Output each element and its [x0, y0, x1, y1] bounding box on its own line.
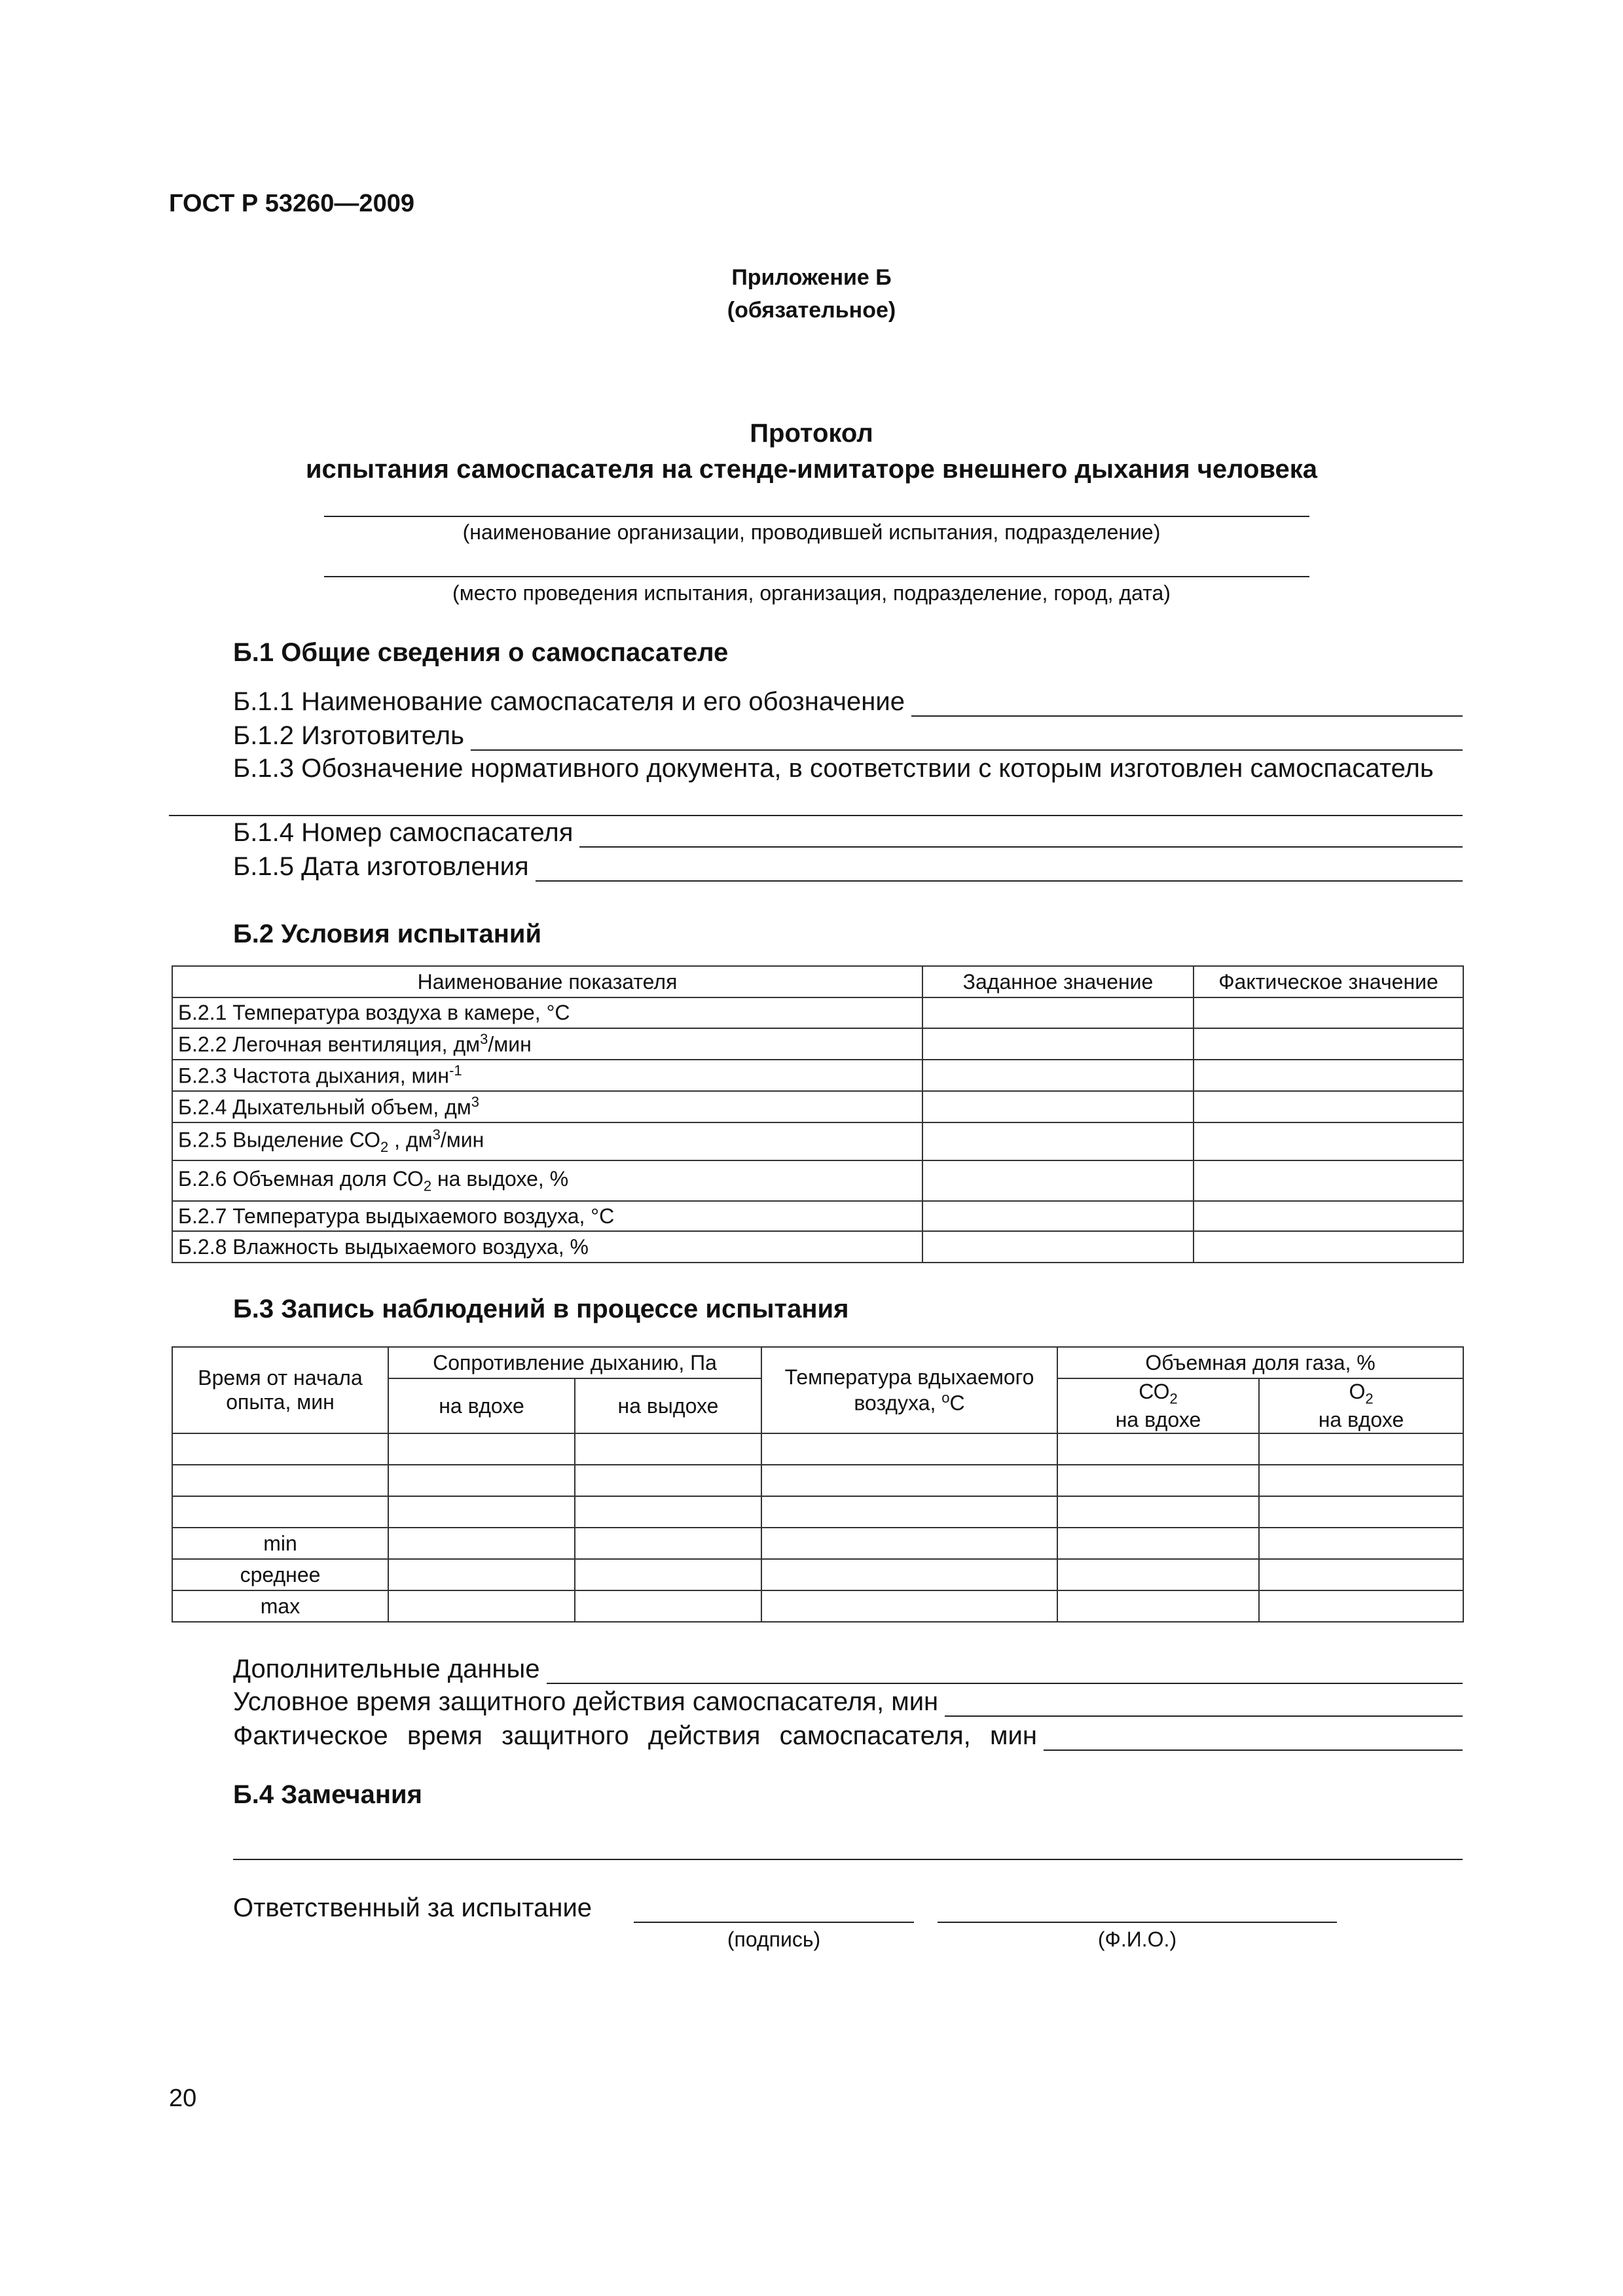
- table-cell: [922, 1160, 1194, 1201]
- field-serial-label: Б.1.4 Номер самоспасателя: [233, 818, 574, 847]
- normative-doc-blank: [169, 815, 1463, 816]
- fio-caption: (Ф.И.О.): [1097, 1928, 1177, 1951]
- fio-line: [938, 1922, 1337, 1923]
- section-b2-heading: Б.2 Условия испытаний: [233, 920, 542, 948]
- field-date-blank: [536, 855, 1463, 882]
- row-label: Б.2.7 Температура выдыхаемого воздуха, °С: [172, 1201, 922, 1231]
- field-name-blank: [911, 691, 1463, 717]
- row-label-mean: среднее: [172, 1559, 388, 1590]
- table-row: [172, 1231, 1463, 1263]
- field-conditional-time-blank: [945, 1691, 1463, 1717]
- field-additional-data: [233, 1655, 1463, 1684]
- table-cell: [1194, 1122, 1463, 1160]
- field-actual-time-label: Фактическое время защитного действия самоспасателя, мин: [233, 1721, 1037, 1750]
- field-actual-time: [233, 1721, 1463, 1751]
- col-header-resistance: Сопротивление дыханию, Па: [388, 1347, 761, 1378]
- observations-table: [172, 1346, 1464, 1623]
- section-b3-heading: Б.3 Запись наблюдений в процессе испытания: [233, 1295, 849, 1323]
- col-header-exhale: на выдохе: [575, 1378, 761, 1433]
- col-header-temperature: Температура вдыхаемого воздуха, $^о$С: [761, 1347, 1057, 1433]
- org-caption: (наименование организации, проводившей испытания, подразделение): [462, 520, 1161, 544]
- section-b1-heading: Б.1 Общие сведения о самоспасателе: [233, 638, 729, 667]
- col-header-co2: $СО_2$ на вдохе: [1057, 1378, 1259, 1433]
- table-row: [172, 1528, 1463, 1559]
- table-row: [172, 1160, 1463, 1201]
- field-additional-data-blank: [547, 1658, 1463, 1684]
- responsible-label: Ответственный за испытание: [233, 1893, 593, 1922]
- test-conditions-table: [172, 965, 1464, 1263]
- table-row: [172, 1590, 1463, 1622]
- signature-line: [634, 1922, 914, 1923]
- page-number: 20: [169, 2085, 197, 2112]
- section-b4-heading: Б.4 Замечания: [233, 1780, 422, 1809]
- table-cell: [922, 1231, 1194, 1263]
- standard-number: ГОСТ Р 53260—2009: [169, 190, 414, 217]
- table-row: [172, 1559, 1463, 1590]
- field-conditional-time-label: Условное время защитного действия самоспасателя, мин: [233, 1687, 939, 1716]
- table-row: [172, 1201, 1463, 1231]
- table-row: [172, 1496, 1463, 1528]
- org-line: [324, 516, 1309, 517]
- field-normative-doc-label: Б.1.3 Обозначение нормативного документа, в соответствии с которым изготовлен самоспасатель: [233, 754, 1434, 783]
- field-date-label: Б.1.5 Дата изготовления: [233, 852, 529, 881]
- table-cell: [922, 1122, 1194, 1160]
- field-manufacturer-blank: [471, 725, 1463, 751]
- col-header-o2: $О_2$ на вдохе: [1259, 1378, 1463, 1433]
- signature-caption: (подпись): [727, 1928, 821, 1951]
- row-label: Б.2.6 Объемная доля $СО_2$ на выдохе, %: [172, 1160, 922, 1201]
- col-header-inhale: на вдохе: [388, 1378, 575, 1433]
- field-serial-blank: [579, 821, 1463, 848]
- table-cell: [922, 1060, 1194, 1091]
- table-header-row: [172, 1347, 1463, 1378]
- row-label: Б.2.8 Влажность выдыхаемого воздуха, %: [172, 1231, 922, 1263]
- table-cell: [922, 1201, 1194, 1231]
- col-header-time: Время от начала опыта, мин: [172, 1347, 388, 1433]
- row-label: Б.2.2 Легочная вентиляция, $дм^3$/мин: [172, 1028, 922, 1060]
- table-cell: [1194, 1028, 1463, 1060]
- row-label: Б.2.5 Выделение $СО_2$ , $дм^3$/мин: [172, 1122, 922, 1160]
- col-header-indicator: Наименование показателя: [172, 966, 922, 997]
- row-label: Б.2.4 Дыхательный объем, $дм^3$: [172, 1091, 922, 1122]
- field-actual-time-blank: [1044, 1725, 1463, 1751]
- appendix-title: Приложение Б: [731, 265, 892, 290]
- row-label: Б.2.3 Частота дыхания, мин$^{-1}$: [172, 1060, 922, 1091]
- table-row: [172, 1433, 1463, 1465]
- field-normative-doc: [233, 754, 1463, 783]
- col-header-actual-value: Фактическое значение: [1194, 966, 1463, 997]
- table-cell: [1194, 1201, 1463, 1231]
- col-header-gas-fraction: Объемная доля газа, %: [1057, 1347, 1463, 1378]
- row-label: Б.2.1 Температура воздуха в камере, °С: [172, 997, 922, 1028]
- field-name-label: Б.1.1 Наименование самоспасателя и его обозначение: [233, 687, 905, 716]
- field-serial: [233, 818, 1463, 848]
- field-additional-data-label: Дополнительные данные: [233, 1655, 540, 1683]
- remarks-blank: [233, 1859, 1463, 1860]
- table-cell: [922, 1091, 1194, 1122]
- table-row: [172, 1465, 1463, 1496]
- table-cell: [1194, 1160, 1463, 1201]
- table-cell: [922, 997, 1194, 1028]
- field-name: [233, 687, 1463, 717]
- table-row: [172, 1091, 1463, 1122]
- table-row: [172, 997, 1463, 1028]
- table-cell: [1194, 1091, 1463, 1122]
- table-row: [172, 1060, 1463, 1091]
- table-cell: [1194, 1231, 1463, 1263]
- field-date: [233, 852, 1463, 882]
- table-cell: [922, 1028, 1194, 1060]
- row-label-min: min: [172, 1528, 388, 1559]
- place-line: [324, 576, 1309, 577]
- table-row: [172, 1122, 1463, 1160]
- table-row: [172, 1028, 1463, 1060]
- place-caption: (место проведения испытания, организация, подразделение, город, дата): [452, 581, 1171, 605]
- row-label-max: max: [172, 1590, 388, 1622]
- field-manufacturer-label: Б.1.2 Изготовитель: [233, 721, 464, 750]
- table-cell: [1194, 997, 1463, 1028]
- col-header-set-value: Заданное значение: [922, 966, 1194, 997]
- table-header-row: [172, 966, 1463, 997]
- protocol-title: Протокол: [750, 419, 873, 448]
- appendix-note: (обязательное): [727, 298, 896, 323]
- protocol-subtitle: испытания самоспасателя на стенде-имитаторе внешнего дыхания человека: [305, 455, 1318, 484]
- field-manufacturer: [233, 721, 1463, 751]
- table-cell: [1194, 1060, 1463, 1091]
- field-conditional-time: [233, 1687, 1463, 1717]
